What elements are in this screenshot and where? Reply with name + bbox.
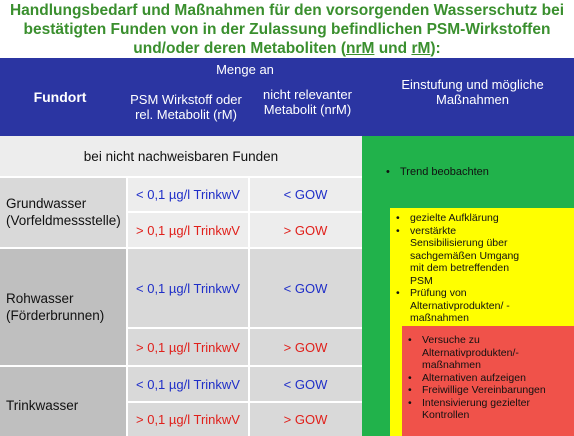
rohwasser-label: Rohwasser (Förderbrunnen) [6, 291, 105, 323]
title-line-1: Handlungsbedarf und Maßnahmen für den vorsorgenden Wasserschutz bei [9, 2, 565, 19]
grid-line [0, 176, 362, 178]
rohwasser-low-psm: < 0,1 µg/l TrinkwV [136, 280, 240, 296]
measure-item: • Prüfung von Alternativprodukten/ - maßnahmen [390, 287, 540, 325]
measure-item: • Trend beobachten [380, 166, 560, 179]
title-line-3: und/oder deren Metaboliten (nrM und rM): [133, 40, 441, 57]
no-detection-label: bei nicht nachweisbaren Funden [83, 148, 279, 164]
header-psm-wirkstoff: PSM Wirkstoff oder rel. Metabolit (rM) [130, 92, 242, 122]
rohwasser-low-nrm: < GOW [283, 280, 328, 296]
rohwasser-high-psm: > 0,1 µg/l TrinkwV [136, 339, 240, 355]
grid-line [0, 247, 362, 249]
rohwasser-high-nrm: > GOW [283, 339, 328, 355]
measure-item: • Freiwillige Vereinbarungen [402, 384, 574, 397]
measure-item: • Alternativen aufzeigen [402, 372, 574, 385]
grid-line [248, 176, 250, 436]
grundwasser-low-nrm: < GOW [283, 186, 328, 202]
trinkwasser-label: Trinkwasser [6, 397, 79, 413]
measures-yellow [390, 212, 574, 325]
grundwasser-low-psm: < 0,1 µg/l TrinkwV [136, 186, 240, 202]
trinkwasser-low-psm: < 0,1 µg/l TrinkwV [136, 376, 240, 392]
measures-green [380, 166, 560, 179]
header-menge-an: Menge an [216, 61, 274, 77]
page-title [0, 0, 574, 58]
grid-line [126, 176, 128, 436]
grid-line [0, 365, 362, 367]
grundwasser-high-nrm: > GOW [283, 222, 328, 238]
title-line-2: bestätigten Funden von in der Zulassung befindlichen PSM-Wirkstoffen [23, 21, 551, 38]
grid-line [127, 327, 362, 329]
grundwasser-high-psm: > 0,1 µg/l TrinkwV [136, 222, 240, 238]
header-fundort: Fundort [33, 88, 87, 105]
measure-item: • Intensivierung gezielter Kontrollen [402, 397, 552, 422]
trinkwasser-high-psm: > 0,1 µg/l TrinkwV [136, 411, 240, 427]
trinkwasser-high-nrm: > GOW [283, 411, 328, 427]
measure-item: • verstärkte Sensibilisierung über sachgemäßen Umgang mit dem betreffenden PSM [390, 225, 530, 288]
header-einstufung: Einstufung und mögliche Maßnahmen [401, 77, 544, 107]
measures-red [402, 334, 574, 422]
measure-item: • Versuche zu Alternativprodukten/- maßnahmen [402, 334, 542, 372]
grid-line [127, 211, 362, 213]
header-nrm: nicht relevanter Metabolit (nrM) [263, 87, 352, 117]
trinkwasser-low-nrm: < GOW [283, 376, 328, 392]
measure-item: • gezielte Aufklärung [390, 212, 574, 225]
grundwasser-label: Grundwasser (Vorfeldmessstelle) [6, 196, 121, 228]
grid-line [127, 401, 362, 403]
